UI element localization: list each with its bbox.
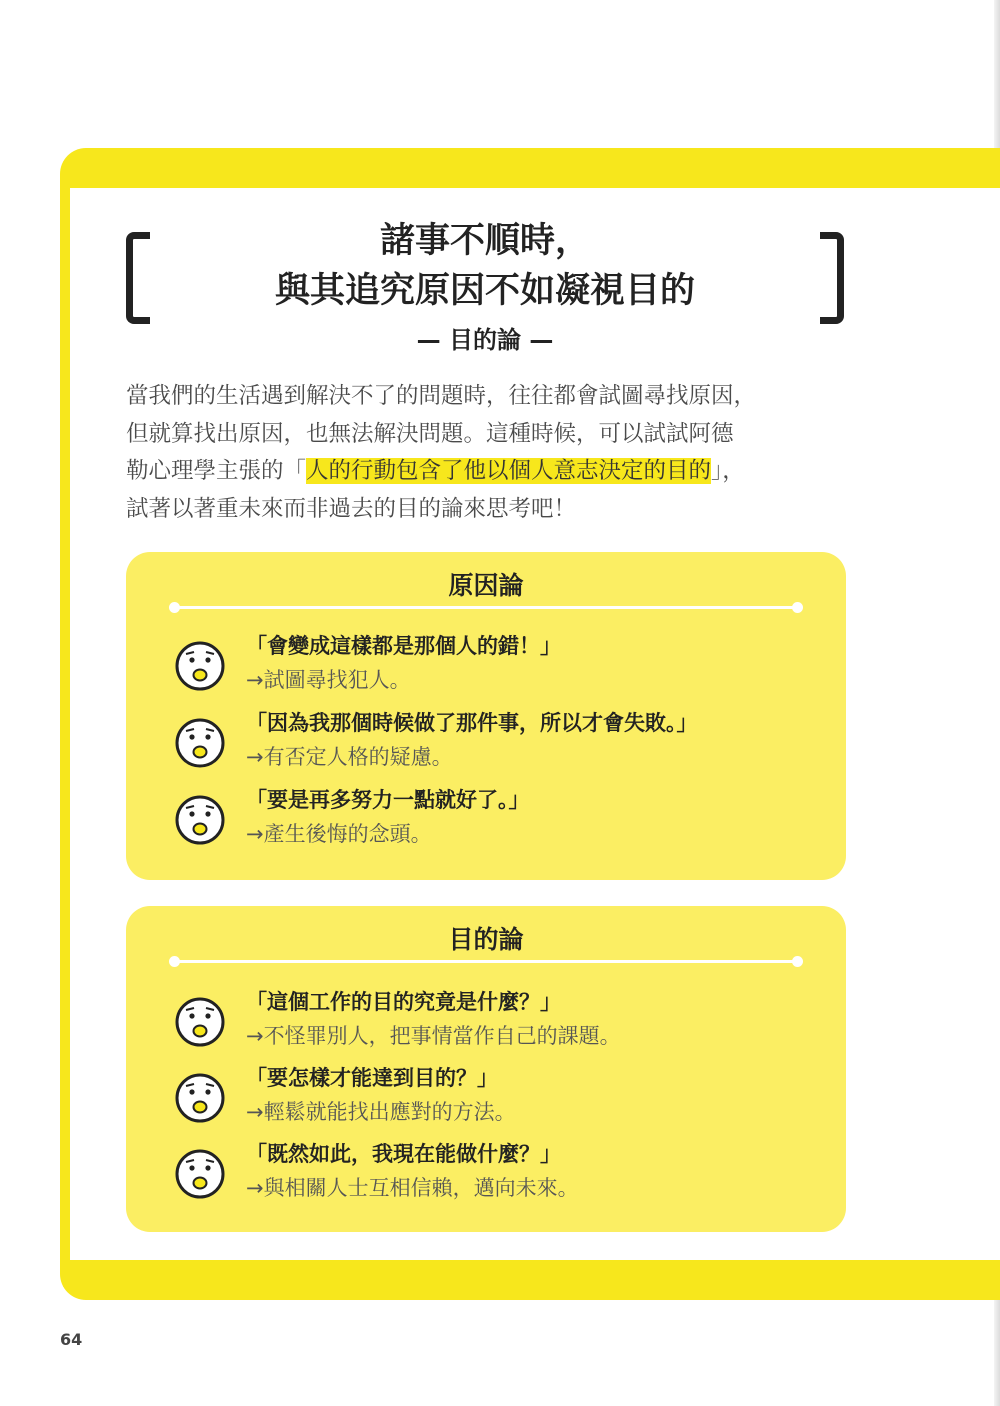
page-title-line-2: 與其追究原因不如凝視目的 xyxy=(274,271,695,311)
worried-face-icon xyxy=(174,638,226,694)
quote-text: 「要怎樣才能達到目的？」 xyxy=(246,1066,498,1090)
list-item xyxy=(174,986,814,1056)
card-title: 原因論 xyxy=(448,571,524,600)
note-text: →有否定人格的疑慮。 xyxy=(246,745,453,769)
page-number: 64 xyxy=(60,1330,83,1349)
worried-face-icon xyxy=(174,994,226,1050)
note-text: →產生後悔的念頭。 xyxy=(246,822,432,846)
list-item xyxy=(174,1138,814,1208)
list-item xyxy=(174,707,814,777)
note-text: →不怪罪別人，把事情當作自己的課題。 xyxy=(246,1024,621,1048)
intro-text: 」， xyxy=(711,458,745,484)
quote-text: 「要是再多努力一點就好了。」 xyxy=(246,788,530,812)
highlighted-text: 人的行動包含了他以個人意志決定的目的 xyxy=(306,458,712,484)
card-title: 目的論 xyxy=(448,925,524,954)
intro-line: 但就算找出原因，也無法解決問題。這種時候，可以試試阿德 xyxy=(126,420,734,447)
worried-face-icon xyxy=(174,1070,226,1126)
note-text: →與相關人士互相信賴，邁向未來。 xyxy=(246,1176,579,1200)
divider-line xyxy=(174,960,798,963)
worried-face-icon xyxy=(174,792,226,848)
quote-text: 「這個工作的目的究竟是什麼？」 xyxy=(246,990,561,1014)
intro-line: 試著以著重未來而非過去的目的論來思考吧！ xyxy=(126,495,577,522)
note-text: →輕鬆就能找出應對的方法。 xyxy=(246,1100,516,1124)
list-item xyxy=(174,784,814,854)
list-item xyxy=(174,630,814,700)
right-bracket-icon xyxy=(820,232,844,324)
worried-face-icon xyxy=(174,715,226,771)
note-text: →試圖尋找犯人。 xyxy=(246,668,411,692)
list-item xyxy=(174,1062,814,1132)
left-bracket-icon xyxy=(126,232,150,324)
intro-paragraph xyxy=(126,378,856,528)
divider-line xyxy=(174,606,798,609)
quote-text: 「因為我那個時候做了那件事，所以才會失敗。」 xyxy=(246,711,698,735)
page-subtitle: — 目的論 — xyxy=(416,326,554,354)
cause-theory-card xyxy=(126,552,846,880)
quote-text: 「既然如此，我現在能做什麼？」 xyxy=(246,1142,561,1166)
quote-text: 「會變成這樣都是那個人的錯！」 xyxy=(246,634,561,658)
intro-line: 當我們的生活遇到解決不了的問題時，往往都會試圖尋找原因， xyxy=(126,383,757,409)
intro-text: 勒心理學主張的「 xyxy=(126,458,307,484)
intro-line xyxy=(126,453,856,491)
page-title-line-1: 諸事不順時， xyxy=(379,221,590,261)
purpose-theory-card xyxy=(126,906,846,1232)
worried-face-icon xyxy=(174,1146,226,1202)
